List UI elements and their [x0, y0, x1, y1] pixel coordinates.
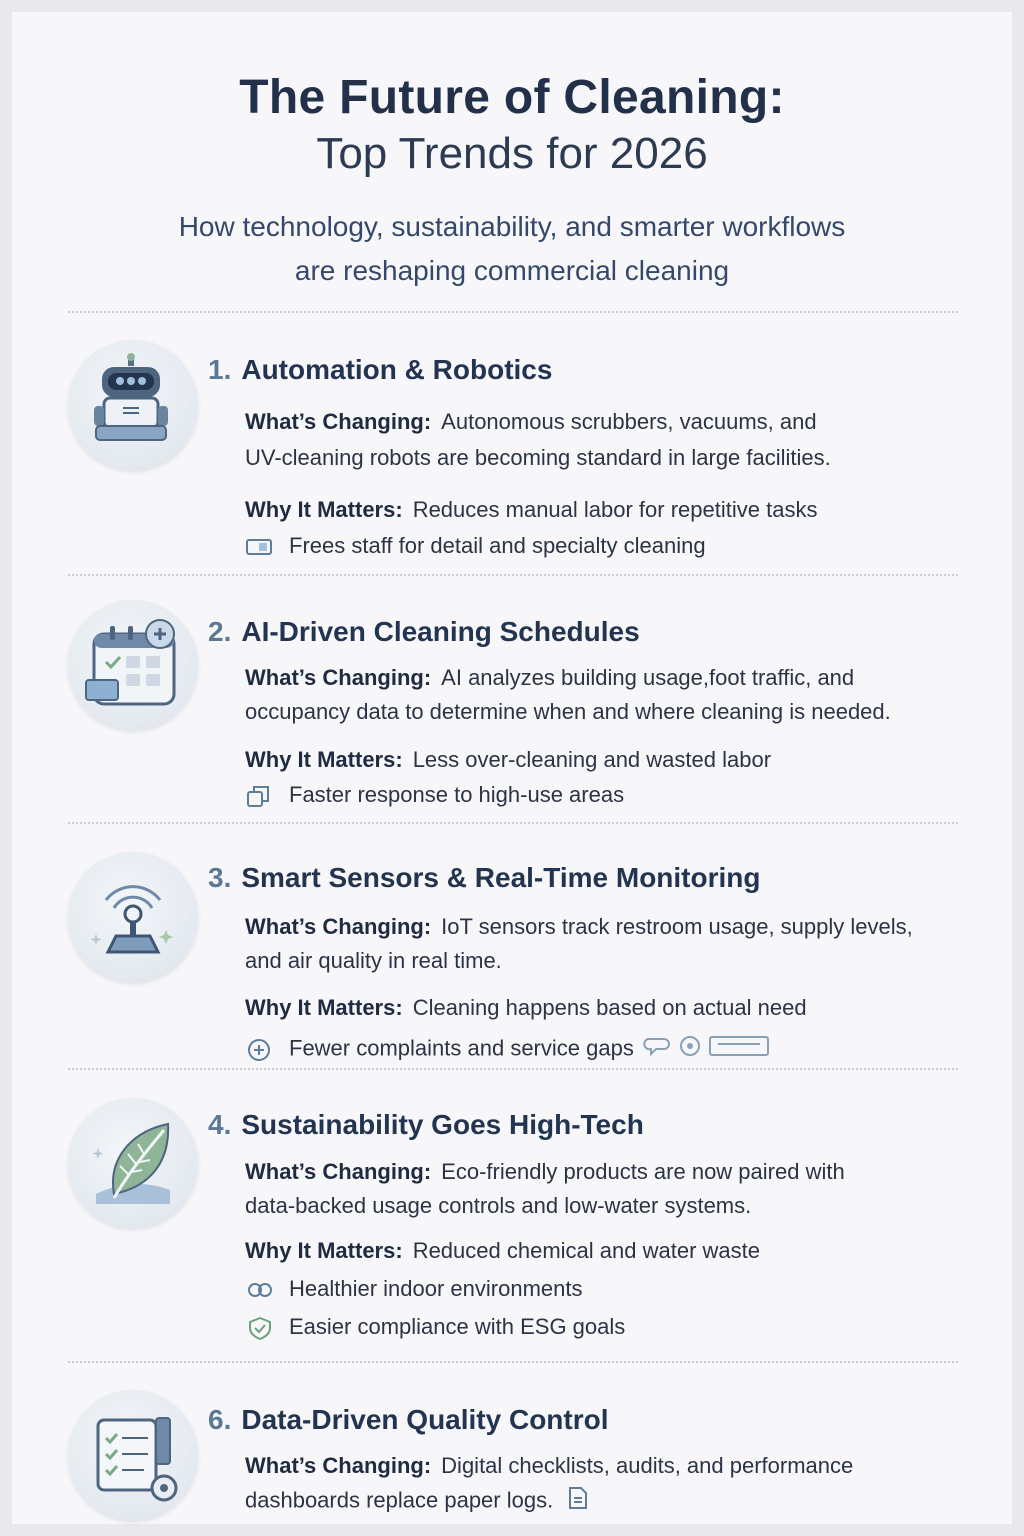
whats-changing-text-2: and air quality in real time.	[245, 948, 502, 973]
section-number: 3.	[208, 862, 232, 893]
leaf-icon	[68, 1098, 198, 1228]
gear-icon	[681, 1037, 699, 1055]
whats-changing-text: Digital checklists, audits, and performance	[441, 1453, 854, 1478]
why-it-matters-line	[245, 994, 807, 1022]
copy-icon	[245, 784, 275, 808]
tagline-line-1: How technology, sustainability, and smarter workflows	[178, 211, 846, 242]
why-it-matters-label: Why It Matters:	[245, 995, 403, 1020]
benefit-bullet	[245, 1275, 583, 1303]
bullet-text: Fewer complaints and service gaps	[289, 1035, 634, 1061]
divider	[68, 1361, 958, 1363]
why-it-matters-label: Why It Matters:	[245, 747, 403, 772]
trailing-icons	[642, 1031, 792, 1068]
section-title: Data-Driven Quality Control	[241, 1404, 609, 1435]
section-number: 4.	[208, 1109, 232, 1140]
divider	[68, 822, 958, 824]
section-title: Automation & Robotics	[241, 354, 553, 385]
whats-changing-line-2	[245, 1486, 589, 1517]
why-it-matters-text: Cleaning happens based on actual need	[412, 995, 807, 1020]
benefit-bullet	[245, 1031, 792, 1068]
whats-changing-text: Eco-friendly products are now paired with	[441, 1159, 845, 1184]
section-number: 2.	[208, 616, 232, 647]
dispenser-icon	[710, 1037, 768, 1055]
whats-changing-label: What’s Changing:	[245, 1159, 432, 1184]
whats-changing-line	[245, 913, 913, 941]
section-number: 1.	[208, 354, 232, 385]
benefit-bullet	[245, 781, 624, 809]
sensor-icon	[68, 852, 198, 982]
link-icon	[245, 1278, 275, 1302]
section-title: Smart Sensors & Real-Time Monitoring	[241, 862, 761, 893]
page-tagline	[12, 205, 1012, 293]
whats-changing-text: Autonomous scrubbers, vacuums, and	[441, 409, 817, 434]
section-heading	[208, 1404, 609, 1436]
section-title: Sustainability Goes High-Tech	[241, 1109, 644, 1140]
section-number: 6.	[208, 1404, 232, 1435]
section-title: AI-Driven Cleaning Schedules	[241, 616, 640, 647]
why-it-matters-line	[245, 746, 771, 774]
whats-changing-line	[245, 1452, 853, 1480]
divider	[68, 574, 958, 576]
why-it-matters-line	[245, 496, 817, 524]
whats-changing-label: What’s Changing:	[245, 409, 432, 434]
benefit-bullet	[245, 532, 706, 560]
page-title: The Future of Cleaning:	[239, 71, 785, 124]
infographic-page	[12, 12, 1012, 1524]
why-it-matters-text: Reduces manual labor for repetitive tasks	[412, 497, 818, 522]
section-heading	[208, 354, 552, 386]
section-heading	[208, 616, 640, 648]
bullet-text: Faster response to high-use areas	[289, 782, 625, 807]
divider	[68, 1068, 958, 1070]
chat-icon	[644, 1039, 669, 1054]
page-subtitle: Top Trends for 2026	[316, 129, 708, 178]
whats-changing-text-2: data-backed usage controls and low-water systems.	[245, 1193, 752, 1218]
whats-changing-label: What’s Changing:	[245, 665, 432, 690]
whats-changing-text: AI analyzes building usage,foot traffic, and	[441, 665, 855, 690]
why-it-matters-label: Why It Matters:	[245, 497, 403, 522]
whats-changing-label: What’s Changing:	[245, 914, 432, 939]
robot-icon	[68, 340, 198, 470]
checklist-icon	[68, 1390, 198, 1520]
section-heading	[208, 1109, 644, 1141]
section-heading	[208, 862, 761, 894]
document-icon	[567, 1486, 589, 1517]
why-it-matters-line	[245, 1237, 760, 1265]
bullet-text: Healthier indoor environments	[289, 1276, 583, 1301]
why-it-matters-text: Reduced chemical and water waste	[412, 1238, 760, 1263]
shield-check-icon	[245, 1316, 275, 1340]
whats-changing-text-2: UV-cleaning robots are becoming standard in large facilities.	[245, 445, 831, 470]
calendar-icon	[68, 600, 198, 730]
whats-changing-line	[245, 408, 817, 436]
whats-changing-line	[245, 664, 854, 692]
why-it-matters-text: Less over-cleaning and wasted labor	[412, 747, 772, 772]
why-it-matters-label: Why It Matters:	[245, 1238, 403, 1263]
whats-changing-line	[245, 1158, 845, 1186]
bullet-text: Frees staff for detail and specialty cleaning	[289, 533, 706, 558]
divider	[68, 311, 958, 313]
whats-changing-label: What’s Changing:	[245, 1453, 432, 1478]
whats-changing-text-2: occupancy data to determine when and where cleaning is needed.	[245, 699, 891, 724]
whats-changing-text: IoT sensors track restroom usage, supply levels,	[441, 914, 913, 939]
whats-changing-text-2: dashboards replace paper logs.	[245, 1487, 554, 1513]
bullet-text: Easier compliance with ESG goals	[289, 1314, 626, 1339]
tagline-line-2: are reshaping commercial cleaning	[294, 255, 730, 286]
benefit-bullet	[245, 1313, 625, 1341]
tablet-icon	[245, 535, 275, 559]
plus-circle-icon	[245, 1038, 275, 1062]
